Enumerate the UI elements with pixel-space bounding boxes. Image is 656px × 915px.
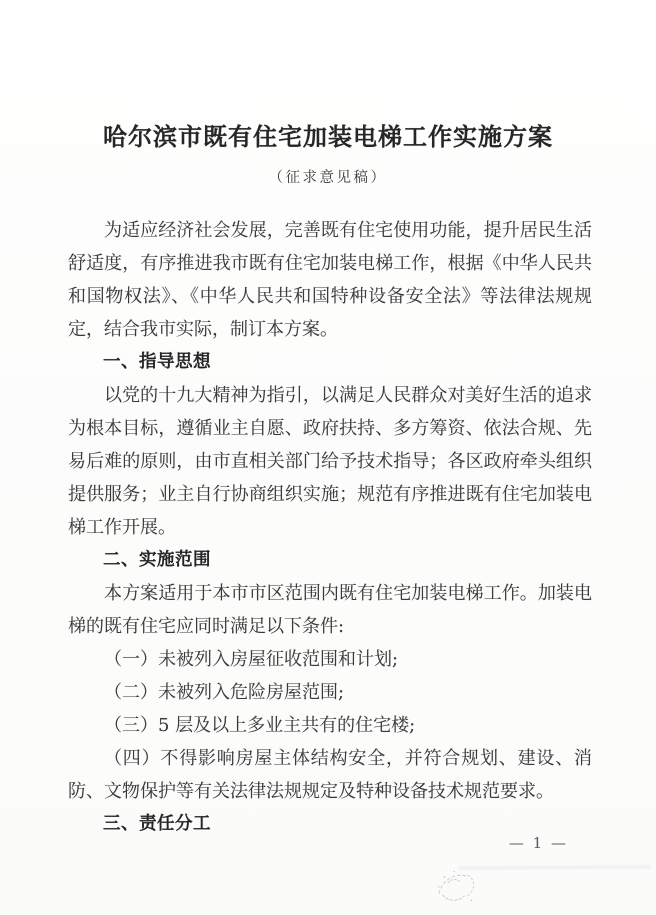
heading-section-2-implementation-scope: 二、实施范围: [103, 550, 211, 570]
scan-smudge-mark: [430, 864, 484, 908]
paragraph-scope-intro: 本方案适用于本市市区范围内既有住宅加装电梯工作。加装电梯的既有住宅应同时满足以下条件:: [68, 583, 592, 637]
document-title: 哈尔滨市既有住宅加装电梯工作实施方案: [103, 122, 553, 151]
list-item-condition-3: （三）5 层及以上多业主共有的住宅楼;: [104, 715, 416, 736]
document-subtitle: （征求意见稿）: [268, 170, 388, 186]
list-item-condition-4: （四）不得影响房屋主体结构安全，并符合规划、建设、消防、文物保护等有关法律法规规定及特种设备技术规范要求。: [68, 748, 592, 802]
heading-section-3-responsibility-division: 三、责任分工: [103, 814, 211, 834]
paragraph-intro: 为适应经济社会发展，完善既有住宅使用功能，提升居民生活舒适度，有序推进我市既有住宅加装电梯工作，根据《中华人民共和国物权法》、《中华人民共和国特种设备安全法》等法律法规规定，结合我市实际，制订本方案。: [68, 220, 592, 340]
heading-section-1-guiding-ideology: 一、指导思想: [103, 352, 211, 372]
document-body: [68, 214, 592, 841]
list-item-condition-2: （二）未被列入危险房屋范围;: [104, 682, 345, 703]
paragraph-guiding-ideology: 以党的十九大精神为指引，以满足人民群众对美好生活的追求为根本目标，遵循业主自愿、政府扶持、多方筹资、依法合规、先易后难的原则，由市直相关部门给予技术指导；各区政府牵头组织提供服务；业主自行协商组织实施；规范有序推进既有住宅加装电梯工作开展。: [68, 385, 592, 538]
page-number: — 1 —: [508, 834, 568, 852]
scan-streak-artifact: [458, 865, 650, 869]
list-item-condition-1: （一）未被列入房屋征收范围和计划;: [104, 649, 399, 670]
